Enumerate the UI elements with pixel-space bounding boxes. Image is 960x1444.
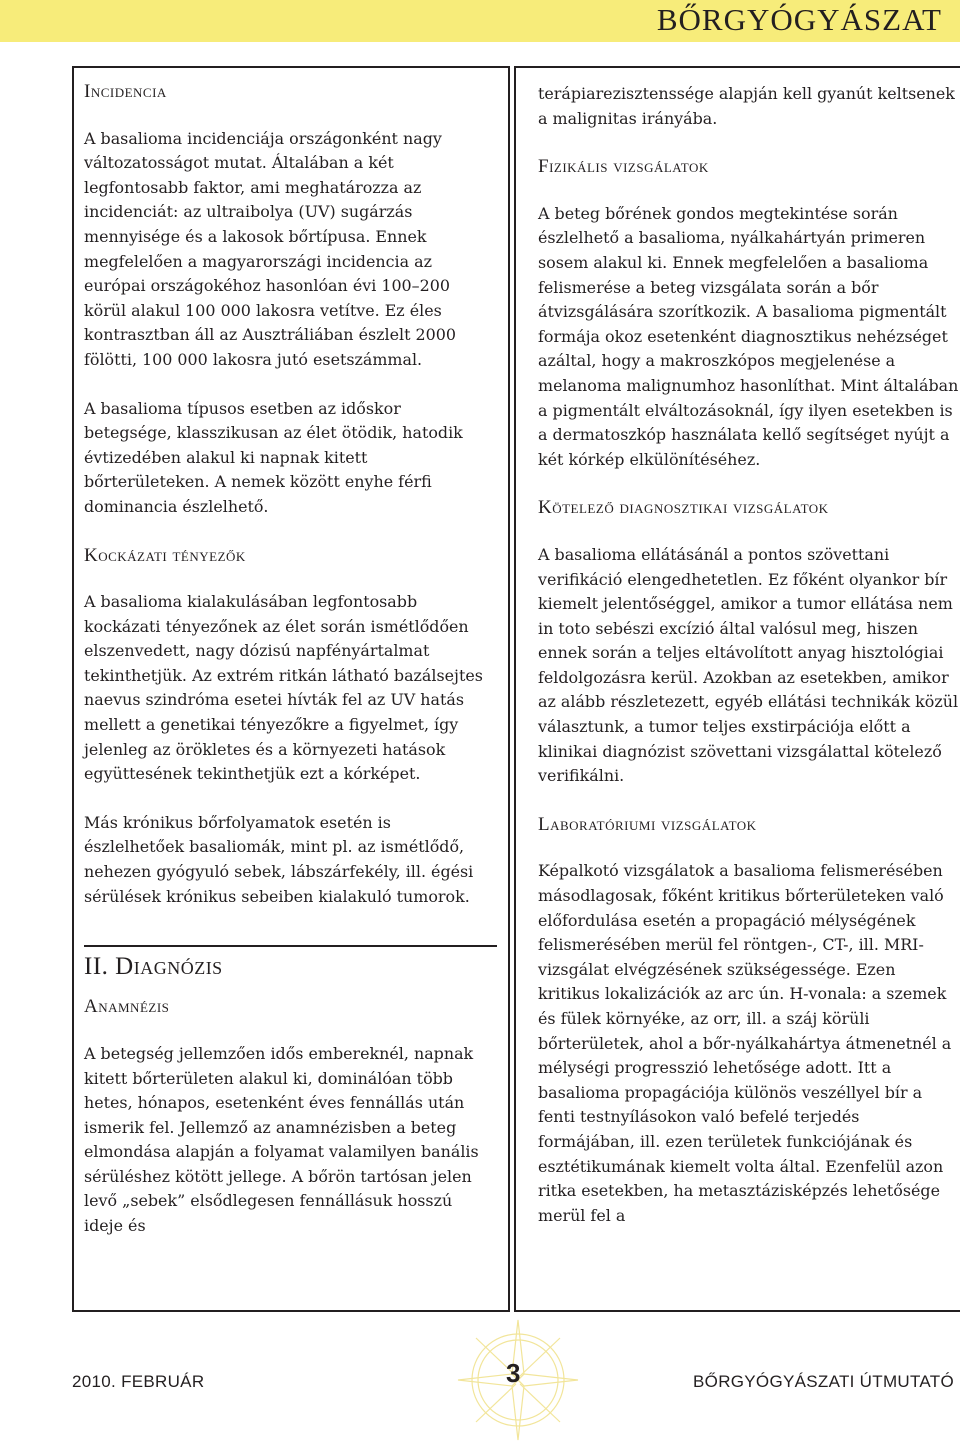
incidencia-paragraph-1: A basalioma incidenciája országonként nagy változatosságot mutat. Általában a két legfontosabb faktor, ami meghatározza az incidenciát: az ultraibolya (UV) sugárzás mennyisége és a lakosok bőrtípusa. Ennek megfelelően a magyarországi incidencia az európai országokéhoz hasonlóan évi 100–200 körül alakul 100 000 lakosra vetítve. Ez éles kontrasztban áll az Ausztráliában észlelt 2000 fölötti, 100 000 lakosra jutó esetszámmal. — [84, 128, 456, 369]
right-column — [514, 66, 960, 1312]
footer-date: 2010. FEBRUÁR — [72, 1372, 205, 1391]
kockazati-paragraph-2: Más krónikus bőrfolyamatok esetén is észlelhetőek basaliomák, mint pl. az ismétlődő, nehezen gyógyuló sebek, lábszárfekély, ill. égési sérülések krónikus sebeiben kialakuló tumorok. — [84, 812, 474, 906]
chapter-divider — [84, 945, 497, 947]
kockazati-paragraph-1: A basalioma kialakulásában legfontosabb kockázati tényezőnek az élet során ismétlődően elszenvedett, nagy dózisú napfényártalmat tekinthetjük. Az extrém ritkán látható bazálsejtes naevus szindróma esetei hívták fel az UV hatás mellett a genetikai tényezőkre a figyelmet, így jelenleg az örökletes és a környezeti hatások együttesének tekinthetjük ezt a kórképet. — [84, 592, 483, 784]
left-column — [72, 66, 510, 1312]
incidencia-heading: Incidencia — [84, 81, 167, 102]
incidencia-paragraph-2: A basalioma típusos esetben az időskor betegsége, klasszikusan az élet ötödik, hatodik évtizedében alakul ki napnak kitett bőrterületeken. A nemek között enyhe férfi dominancia észlelhető. — [84, 398, 463, 516]
chapter-heading: II. Diagnózis — [84, 952, 223, 980]
continued-paragraph: terápiarezisztenssége alapján kell gyanút keltsenek a malignitas irányába. — [538, 84, 955, 128]
fizikalis-heading: Fizikális vizsgálatok — [538, 156, 709, 178]
fizikalis-paragraph: A beteg bőrének gondos megtekintése során észlelhető a basalioma, nyálkahártyán primeren sosem alakul ki. Ennek megfelelően a basalioma felismerése a beteg vizsgálata során a bőr átvizsgálására szorítkozik. A basalioma pigmentált formája okoz esetenként diagnosztikus nehézséget azáltal, hogy a makroszkópos megjelenése a melanoma malignumhoz hasonlíthat. Mint általában a pigmentált elváltozásoknál, így ilyen esetekben is a dermatoszkóp használata kellő segítséget nyújt a két kórkép elkülönítéséhez. — [538, 203, 959, 469]
kockazati-heading: Kockázati tényezők — [84, 544, 246, 566]
page-number: 3 — [506, 1358, 521, 1388]
kotelezo-heading: Kötelező diagnosztikai vizsgálatok — [538, 497, 829, 519]
kotelezo-paragraph: A basalioma ellátásánál a pontos szövettani verifikáció elengedhetetlen. Ez főként olyankor bír kiemelt jelentőséggel, amikor a tumor ellátása nem in toto sebészi excízió által valósul meg, hiszen ennek során a teljes eltávolított anyag hisztológiai feldolgozásra kerül. Azokban az esetekben, amikor az alább részletezett, egyéb ellátási technikák közül választunk, a tumor teljes exstirpációja előtt a klinikai diagnózist szövettani vizsgálattal kötelező verifikálni. — [538, 544, 959, 786]
header-bar — [0, 0, 960, 42]
footer-guide-title: BŐRGYÓGYÁSZATI ÚTMUTATÓ — [693, 1372, 954, 1391]
section-title: BŐRGYÓGYÁSZAT — [656, 2, 942, 37]
labor-paragraph: Képalkotó vizsgálatok a basalioma felismerésében másodlagosak, főként kritikus bőrterületeken való előfordulása esetén a propagáció mélységének felismerésében merül fel röntgen-, CT-, ill. MRI-vizsgálat elvégzésének szükségessége. Ezen kritikus lokalizációk az arc ún. H-vonala: a szemek és fülek környéke, az orr, ill. a száj körüli bőrterületek, ahol a bőr-nyálkahártya átmenetnél a mélységi progresszió lehetősége adott. Itt a basalioma propagációja különös veszéllyel bír a fenti testnyílásokon való befelé terjedés formájában, ill. ezen területek funkciójának és esztétikumának kiemelt volta által. Ezenfelül azon ritka esetekben, ha metasztázisképzés lehetősége merül fel a — [538, 861, 952, 1225]
anamnezis-paragraph: A betegség jellemzően idős embereknél, napnak kitett bőrterületen alakul ki, dominálóan több hetes, hónapos, esetenként éves fennállás után ismerik fel. Jellemző az anamnézisben a beteg elmondása alapján a folyamat valamilyen banális sérüléshez kötött jellege. A bőrön tartósan jelen levő „sebek” elsődlegesen fennállásuk hosszú ideje és — [84, 1043, 479, 1236]
anamnezis-heading: Anamnézis — [84, 996, 170, 1018]
labor-heading: Laboratóriumi vizsgálatok — [538, 813, 757, 835]
